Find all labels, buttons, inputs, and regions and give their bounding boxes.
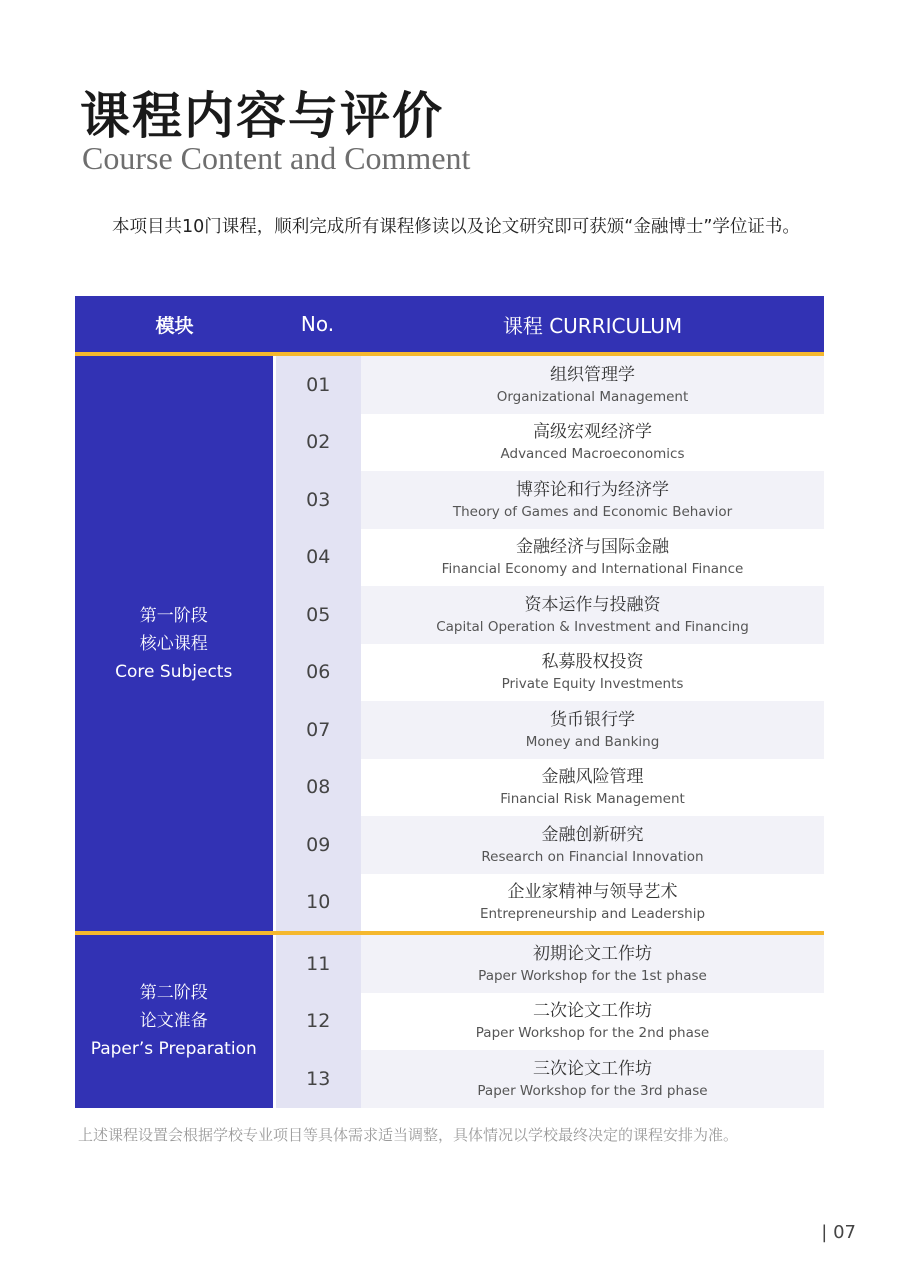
course-cell	[361, 816, 824, 874]
intro-paragraph: 本项目共10门课程，顺利完成所有课程修读以及论文研究即可获颁“金融博士”学位证书。	[112, 217, 800, 237]
course-name-en: Organizational Management	[496, 388, 689, 405]
course-number: 02	[274, 414, 361, 472]
course-name-en: Research on Financial Innovation	[481, 848, 704, 865]
course-number: 08	[274, 759, 361, 817]
course-cell	[361, 644, 824, 702]
page-number: | 07	[821, 1222, 856, 1243]
course-cell	[361, 414, 824, 472]
table-header-row	[75, 296, 824, 354]
course-number: 09	[274, 816, 361, 874]
stage2-cell	[75, 933, 274, 1108]
stage1-line1: 第一阶段	[139, 605, 208, 626]
page-subtitle: Course Content and Comment	[82, 140, 471, 176]
course-name-cn: 企业家精神与领导艺术	[507, 882, 678, 903]
course-cell	[361, 471, 824, 529]
course-number: 13	[274, 1050, 361, 1108]
stage2-line1: 第二阶段	[139, 983, 208, 1004]
course-name-cn: 资本运作与投融资	[524, 594, 661, 615]
course-cell	[361, 701, 824, 759]
course-number: 11	[274, 933, 361, 993]
course-number: 05	[274, 586, 361, 644]
course-name-en: Money and Banking	[525, 733, 660, 750]
table-row	[75, 933, 824, 993]
footnote: 上述课程设置会根据学校专业项目等具体需求适当调整，具体情况以学校最终决定的课程安排为准。	[78, 1126, 739, 1144]
course-name-cn: 私募股权投资	[541, 652, 644, 673]
course-cell	[361, 1050, 824, 1108]
course-number: 12	[274, 993, 361, 1051]
curriculum-table	[75, 296, 824, 1108]
course-cell	[361, 874, 824, 934]
page-title: 课程内容与评价	[80, 87, 444, 145]
course-name-cn: 二次论文工作坊	[533, 1001, 652, 1022]
course-name-en: Private Equity Investments	[501, 676, 684, 693]
stage2-en: Paper’s Preparation	[90, 1039, 257, 1060]
header-no: No.	[274, 296, 361, 354]
course-name-en: Paper Workshop for the 3rd phase	[477, 1082, 708, 1099]
stage2-line2: 论文准备	[139, 1011, 208, 1032]
course-name-en: Capital Operation & Investment and Financing	[436, 618, 749, 635]
course-name-cn: 高级宏观经济学	[533, 422, 652, 443]
course-name-en: Paper Workshop for the 1st phase	[478, 967, 707, 984]
course-number: 03	[274, 471, 361, 529]
course-name-cn: 金融创新研究	[541, 824, 644, 845]
course-cell	[361, 933, 824, 993]
course-name-en: Entrepreneurship and Leadership	[479, 906, 706, 923]
course-name-en: Paper Workshop for the 2nd phase	[475, 1025, 710, 1042]
course-cell	[361, 586, 824, 644]
course-name-cn: 博弈论和行为经济学	[516, 479, 669, 500]
course-name-en: Financial Risk Management	[500, 791, 685, 808]
course-name-cn: 初期论文工作坊	[533, 943, 652, 964]
course-name-en: Theory of Games and Economic Behavior	[452, 503, 733, 520]
course-name-en: Financial Economy and International Finance	[441, 561, 744, 578]
course-cell	[361, 993, 824, 1051]
course-cell	[361, 354, 824, 414]
course-name-cn: 金融经济与国际金融	[516, 537, 669, 558]
course-number: 06	[274, 644, 361, 702]
stage1-cell	[75, 354, 274, 933]
course-number: 10	[274, 874, 361, 934]
course-number: 07	[274, 701, 361, 759]
header-curriculum: 课程 CURRICULUM	[361, 296, 824, 354]
table-row	[75, 354, 824, 414]
stage1-line2: 核心课程	[139, 633, 208, 654]
course-number: 01	[274, 354, 361, 414]
stage1-en: Core Subjects	[115, 661, 233, 682]
course-cell	[361, 529, 824, 587]
course-name-cn: 金融风险管理	[541, 767, 644, 788]
course-name-cn: 组织管理学	[550, 364, 635, 385]
course-name-cn: 货币银行学	[550, 709, 635, 730]
header-module: 模块	[75, 296, 274, 354]
course-name-en: Advanced Macroeconomics	[500, 446, 685, 463]
course-number: 04	[274, 529, 361, 587]
course-name-cn: 三次论文工作坊	[533, 1058, 652, 1079]
course-cell	[361, 759, 824, 817]
